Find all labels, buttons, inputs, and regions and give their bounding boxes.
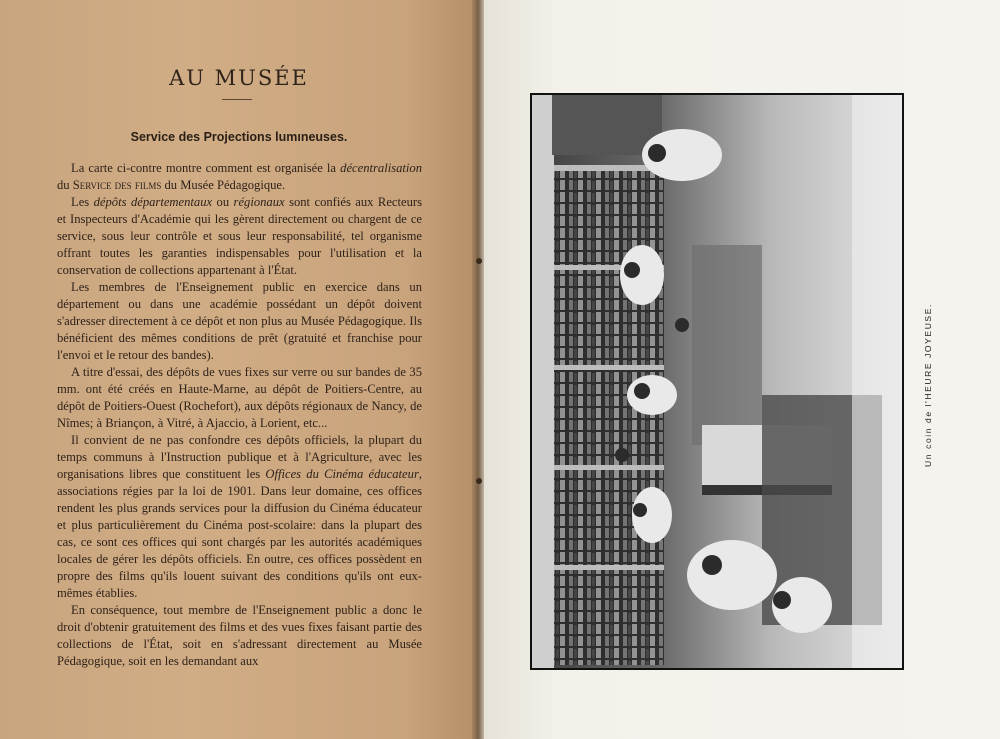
italic-text: décentralisation <box>340 161 422 175</box>
text-segment: La carte ci-contre montre comment est organisée la <box>71 161 341 175</box>
text-segment: sont confiés aux Recteurs et Inspecteurs d'Académie qui les gèrent directement ou chargent de ce service, sous leur contrôle et sous leur responsabilité, tel organisme offrant toutes les garanties indispensables pour l'utilisation et la conservation de collections appartenant à l'État. <box>57 195 422 277</box>
text-segment: Les <box>71 195 94 209</box>
text-segment: , associations régies par la loi de 1901. Dans leur domaine, ces offices rendent les plus grands services pour la diffusion du Cinéma éducateur et plus particulièrement du Cinéma post-scolaire: dans la plupart des cas, ce sont ces offices qui sont chargés par les autorités académiques locales de gérer les dépôts officiels. En outre, ces offices possèdent en propre des films qu'ils louent suivant des conditions qu'ils ont eux-mêmes établies. <box>57 467 422 600</box>
body-text <box>57 160 422 670</box>
body-paragraph <box>57 194 422 279</box>
left-page <box>0 0 478 739</box>
small-caps-text: Service des films <box>72 178 162 192</box>
text-segment: A titre d'essai, des dépôts de vues fixes sur verre ou sur bandes de 35 mm. ont été créés en Haute-Marne, au dépôt de Poitiers-Centre, au dépôt de Poitiers-Ouest (Rochefort), aux dépôts régionaux de Nancy, de Nîmes; à Briançon, à Vitré, à Ajaccio, à Lorient, etc... <box>57 365 422 430</box>
title-divider <box>222 99 252 100</box>
italic-text: dépôts départementaux <box>93 195 213 209</box>
italic-text: Offices du Cinéma éducateur <box>265 467 419 481</box>
section-subtitle: Service des Projections lumıneuses. <box>130 130 348 144</box>
body-paragraph <box>57 279 422 364</box>
text-segment: Les membres de l'Enseignement public en exercice dans un département ou dans une académie possédant un dépôt doivent s'adresser directement à ce dépôt et non plus au Musée Pédagogique. Ils bénéficient des mêmes conditions de prêt (gratuité et franchise pour l'envoi et le retour des bandes). <box>57 280 422 362</box>
text-segment: du Musée Pédagogique. <box>161 178 286 192</box>
body-paragraph <box>57 432 422 602</box>
body-paragraph <box>57 364 422 432</box>
library-photograph <box>530 93 904 670</box>
binding-mark <box>476 478 482 484</box>
text-segment: du <box>57 178 73 192</box>
page-title: AU MUSÉE <box>169 66 309 90</box>
body-paragraph <box>57 160 422 194</box>
text-segment: Il convient de ne pas confondre ces dépôts officiels, la plupart du temps communs à l'Instruction publique et à l'Agriculture, avec les organisations libres que constituent les <box>57 433 422 481</box>
binding-mark <box>476 258 482 264</box>
italic-text: régionaux <box>233 195 285 209</box>
text-segment: ou <box>212 195 234 209</box>
caption-text: Un coin de l'HEURE JOYEUSE. <box>923 303 933 467</box>
text-segment: En conséquence, tout membre de l'Enseignement public a donc le droit d'obtenir gratuitement des films et des vues fixes faisant partie des collections de l'État, soit en s'adressant directement au Musée Pédagogique, soit en les demandant aux <box>57 603 422 668</box>
photo-caption <box>913 285 943 485</box>
photo-illustration <box>532 95 902 668</box>
body-paragraph <box>57 602 422 670</box>
